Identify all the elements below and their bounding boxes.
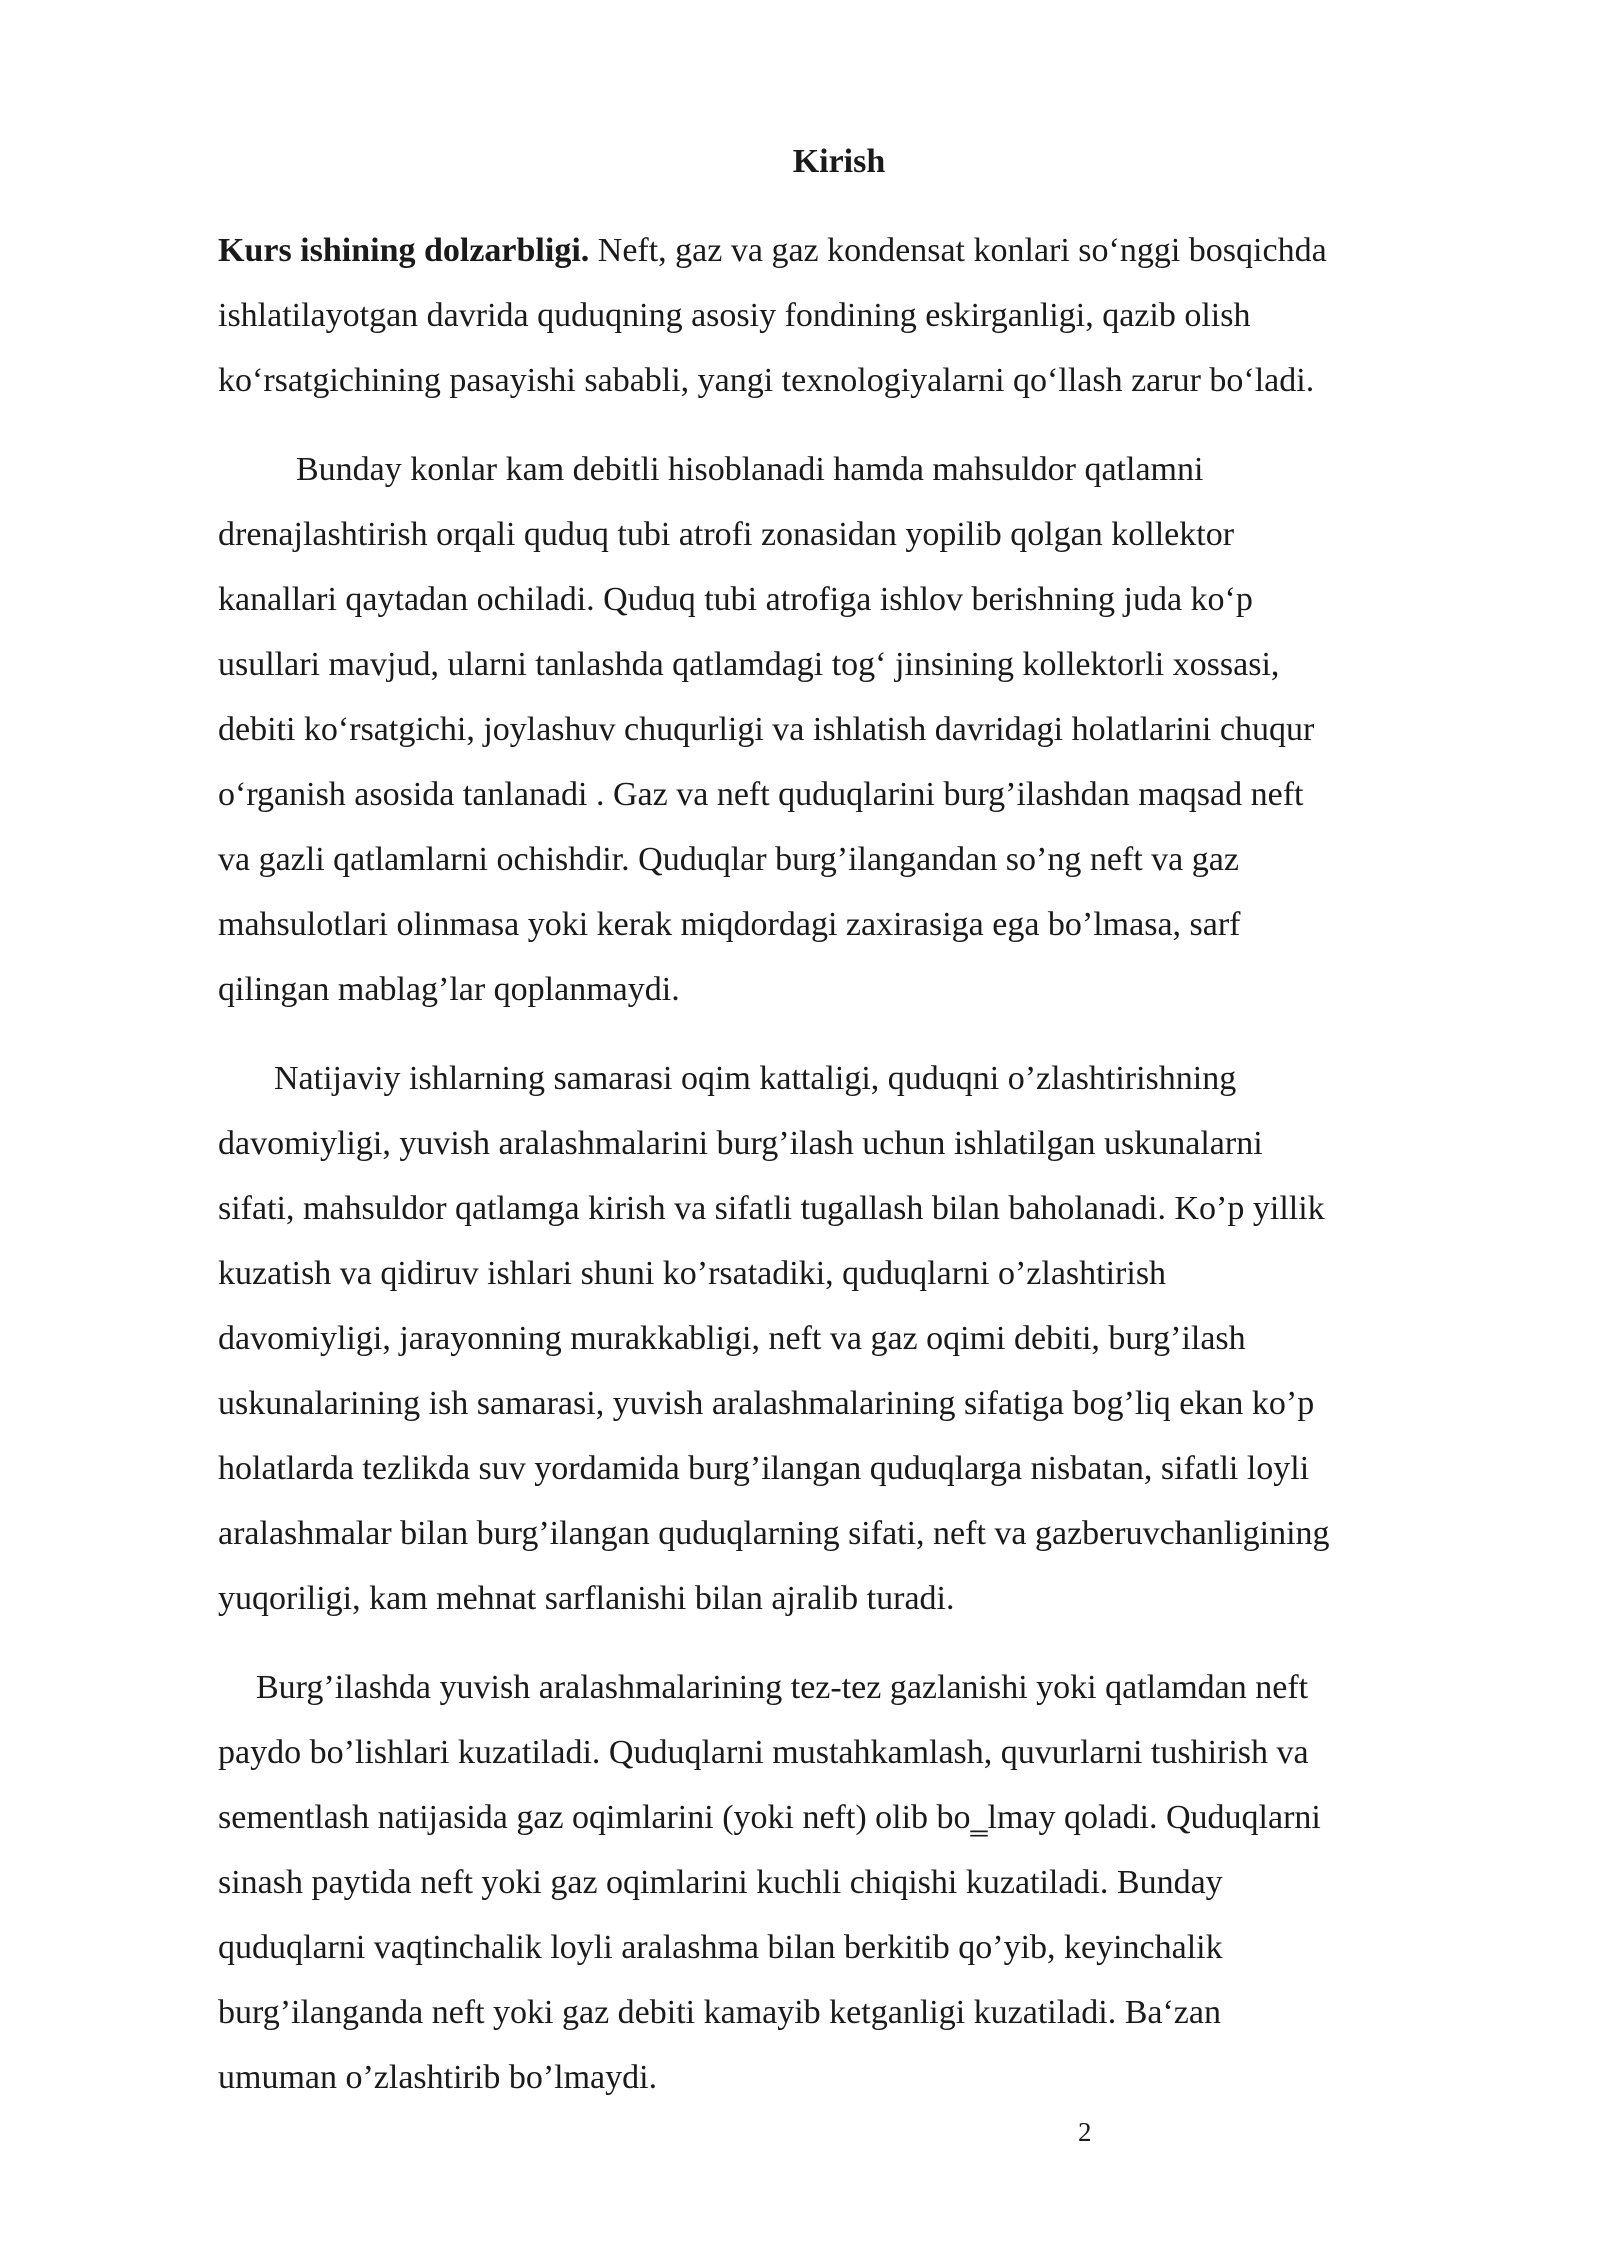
paragraph-line: aralashmalar bilan burg’ilangan quduqlarning sifati, neft va gazberuvchanligining: [218, 1515, 1330, 1552]
paragraph-line: ishlatilayotgan davrida quduqning asosiy fondining eskirganligi, qazib olish: [218, 297, 1251, 334]
paragraph-line: mahsulotlari olinmasa yoki kerak miqdordagi zaxirasiga ega bo’lmasa, sarf: [218, 906, 1241, 943]
paragraph-low-debit-fields: [218, 437, 1468, 1022]
paragraph-line: Burg’ilashda yuvish aralashmalarining tez-tez gazlanishi yoki qatlamdan neft: [256, 1669, 1309, 1706]
paragraph-relevance: [218, 218, 1468, 413]
section-title: Kirish: [792, 143, 886, 180]
paragraph-line: [218, 218, 1468, 283]
paragraph-line: quduqlarni vaqtinchalik loyli aralashma bilan berkitib qo’yib, keyinchalik: [218, 1929, 1223, 1966]
paragraph-line: kanallari qaytadan ochiladi. Quduq tubi atrofiga ishlov berishning juda ko‘p: [218, 581, 1253, 618]
paragraph-line: davomiyligi, jarayonning murakkabligi, neft va gaz oqimi debiti, burg’ilash: [218, 1320, 1246, 1357]
paragraph-line: uskunalarining ish samarasi, yuvish aralashmalarining sifatiga bog’liq ekan ko’p: [218, 1385, 1315, 1422]
paragraph-line: burg’ilanganda neft yoki gaz debiti kamayib ketganligi kuzatiladi. Ba‘zan: [218, 1994, 1221, 2031]
paragraph-line: usullari mavjud, ularni tanlashda qatlamdagi tog‘ jinsining kollektorli xossasi,: [218, 646, 1280, 683]
paragraph-line: davomiyligi, yuvish aralashmalarini burg’ilash uchun ishlatilgan uskunalarni: [218, 1125, 1263, 1162]
paragraph-line: o‘rganish asosida tanlanadi . Gaz va neft quduqlarini burg’ilashdan maqsad neft: [218, 776, 1304, 813]
paragraph-line: sinash paytida neft yoki gaz oqimlarini kuchli chiqishi kuzatiladi. Bunday: [218, 1864, 1223, 1901]
paragraph-line: Bunday konlar kam debitli hisoblanadi hamda mahsuldor qatlamni: [296, 451, 1204, 488]
page-number: 2: [1078, 2117, 1092, 2147]
paragraph-line: ko‘rsatgichining pasayishi sababli, yangi texnologiyalarni qo‘llash zarur bo‘ladi.: [218, 362, 1315, 399]
paragraph-lead: Kurs ishining dolzarbligi.: [218, 232, 590, 269]
paragraph-line: sifati, mahsuldor qatlamga kirish va sifatli tugallash bilan baholanadi. Ko’p yillik: [218, 1190, 1325, 1227]
paragraph-line: Natijaviy ishlarning samarasi oqim kattaligi, quduqni o’zlashtirishning: [274, 1060, 1237, 1097]
paragraph-line: qilingan mablag’lar qoplanmaydi.: [218, 971, 680, 1008]
paragraph-line: paydo bo’lishlari kuzatiladi. Quduqlarni mustahkamlash, quvurlarni tushirish va: [218, 1734, 1309, 1771]
paragraph-line: debiti ko‘rsatgichi, joylashuv chuqurligi va ishlatish davridagi holatlarini chuqur: [218, 711, 1315, 748]
paragraph-line: drenajlashtirish orqali quduq tubi atrofi zonasidan yopilib qolgan kollektor: [218, 516, 1235, 553]
paragraph-drilling: [218, 1655, 1468, 2110]
paragraph-line-text: Neft, gaz va gaz kondensat konlari so‘nggi bosqichda: [589, 232, 1327, 269]
paragraph-line: holatlarda tezlikda suv yordamida burg’ilangan quduqlarga nisbatan, sifatli loyli: [218, 1450, 1310, 1487]
paragraph-line: yuqoriligi, kam mehnat sarflanishi bilan ajralib turadi.: [218, 1580, 955, 1617]
paragraph-results: [218, 1046, 1468, 1631]
paragraph-line: umuman o’zlashtirib bo’lmaydi.: [218, 2059, 658, 2096]
paragraph-line: kuzatish va qidiruv ishlari shuni ko’rsatadiki, quduqlarni o’zlashtirish: [218, 1255, 1167, 1292]
paragraph-line: sementlash natijasida gaz oqimlarini (yoki neft) olib bo‗lmay qoladi. Quduqlarni: [218, 1799, 1321, 1836]
paragraph-line: va gazli qatlamlarni ochishdir. Quduqlar burg’ilangandan so’ng neft va gaz: [218, 841, 1239, 878]
